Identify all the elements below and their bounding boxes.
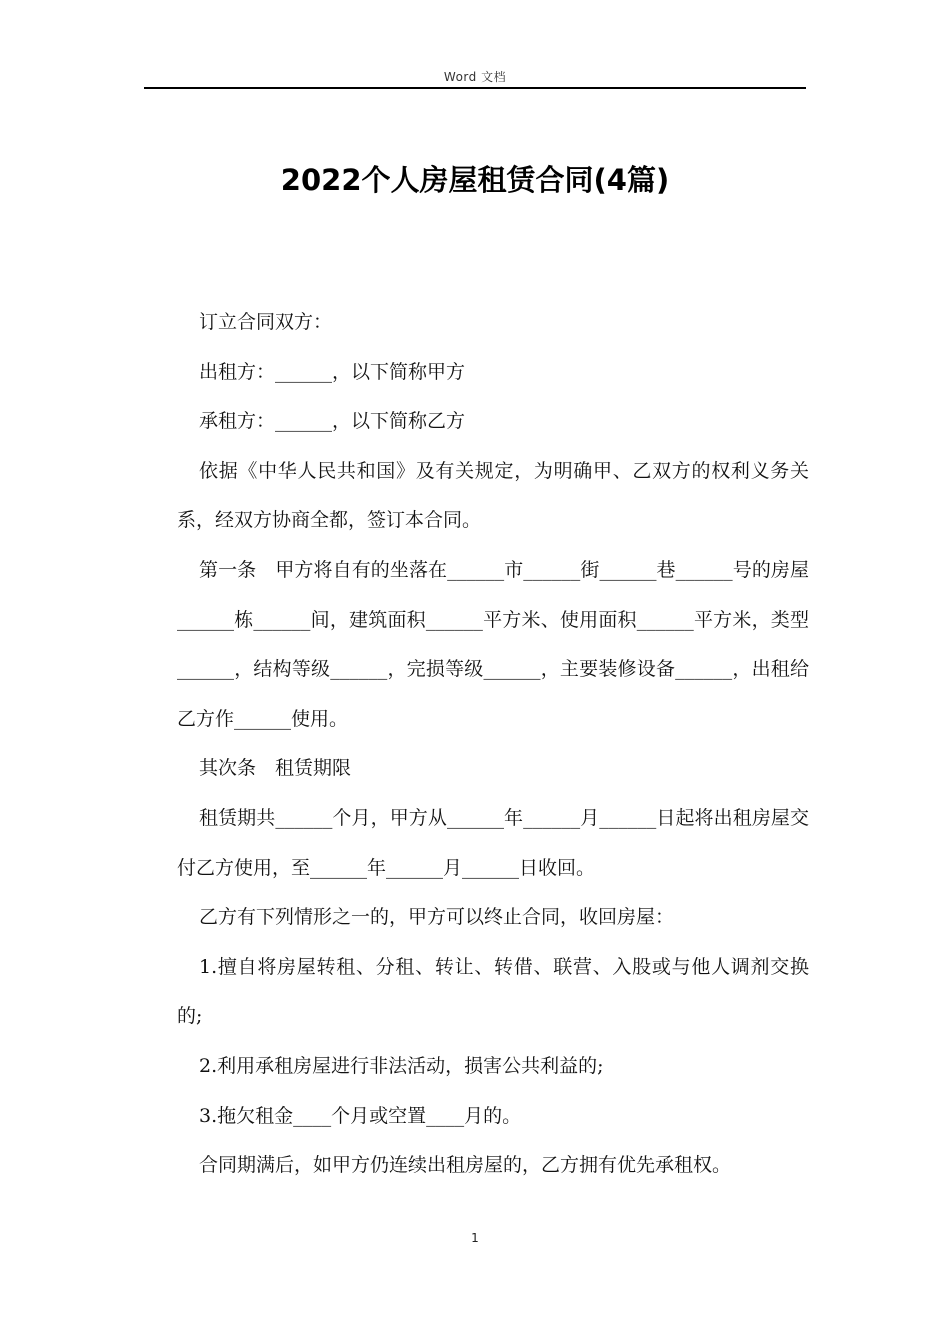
paragraph-lessee: 承租方：______，以下简称乙方 <box>199 410 466 433</box>
paragraph-termination-2: 2.利用承租房屋进行非法活动，损害公共利益的; <box>199 1054 604 1077</box>
paragraph-renewal-priority: 合同期满后，如甲方仍连续出租房屋的，乙方拥有优先承租权。 <box>199 1154 732 1177</box>
paragraph-termination-1: 1.擅自将房屋转租、分租、转让、转借、联营、入股或与他人调剂交换的; <box>177 955 809 1028</box>
contract-body <box>177 298 809 1191</box>
paragraph-parties: 订立合同双方： <box>199 311 333 333</box>
page-number: 1 <box>471 1231 479 1245</box>
page-header: Word 文档 <box>443 70 507 84</box>
paragraph-legal-basis: 依据《中华人民共和国》及有关规定，为明确甲、乙双方的权利义务关系，经双方协商全都，签订本合同。 <box>177 459 809 532</box>
paragraph-termination-intro: 乙方有下列情形之一的，甲方可以终止合同，收回房屋： <box>199 906 675 929</box>
header-divider <box>144 87 806 89</box>
document-title: 2022个人房屋租赁合同(4篇) <box>280 163 670 197</box>
paragraph-article-1: 第一条 甲方将自有的坐落在______市______街______巷______号的房屋______栋______间，建筑面积______平方米、使用面积______平方米，类型______，结构等级______，完损等级______，主要装修设备______，出租给乙方作______使用。 <box>177 558 809 730</box>
paragraph-article-2-heading: 其次条 租赁期限 <box>199 757 352 780</box>
paragraph-lessor: 出租方：______，以下简称甲方 <box>199 360 466 383</box>
paragraph-termination-3: 3.拖欠租金____个月或空置____月的。 <box>199 1104 522 1127</box>
paragraph-lease-term: 租赁期共______个月，甲方从______年______月______日起将出租房屋交付乙方使用，至______年______月______日收回。 <box>177 806 809 879</box>
